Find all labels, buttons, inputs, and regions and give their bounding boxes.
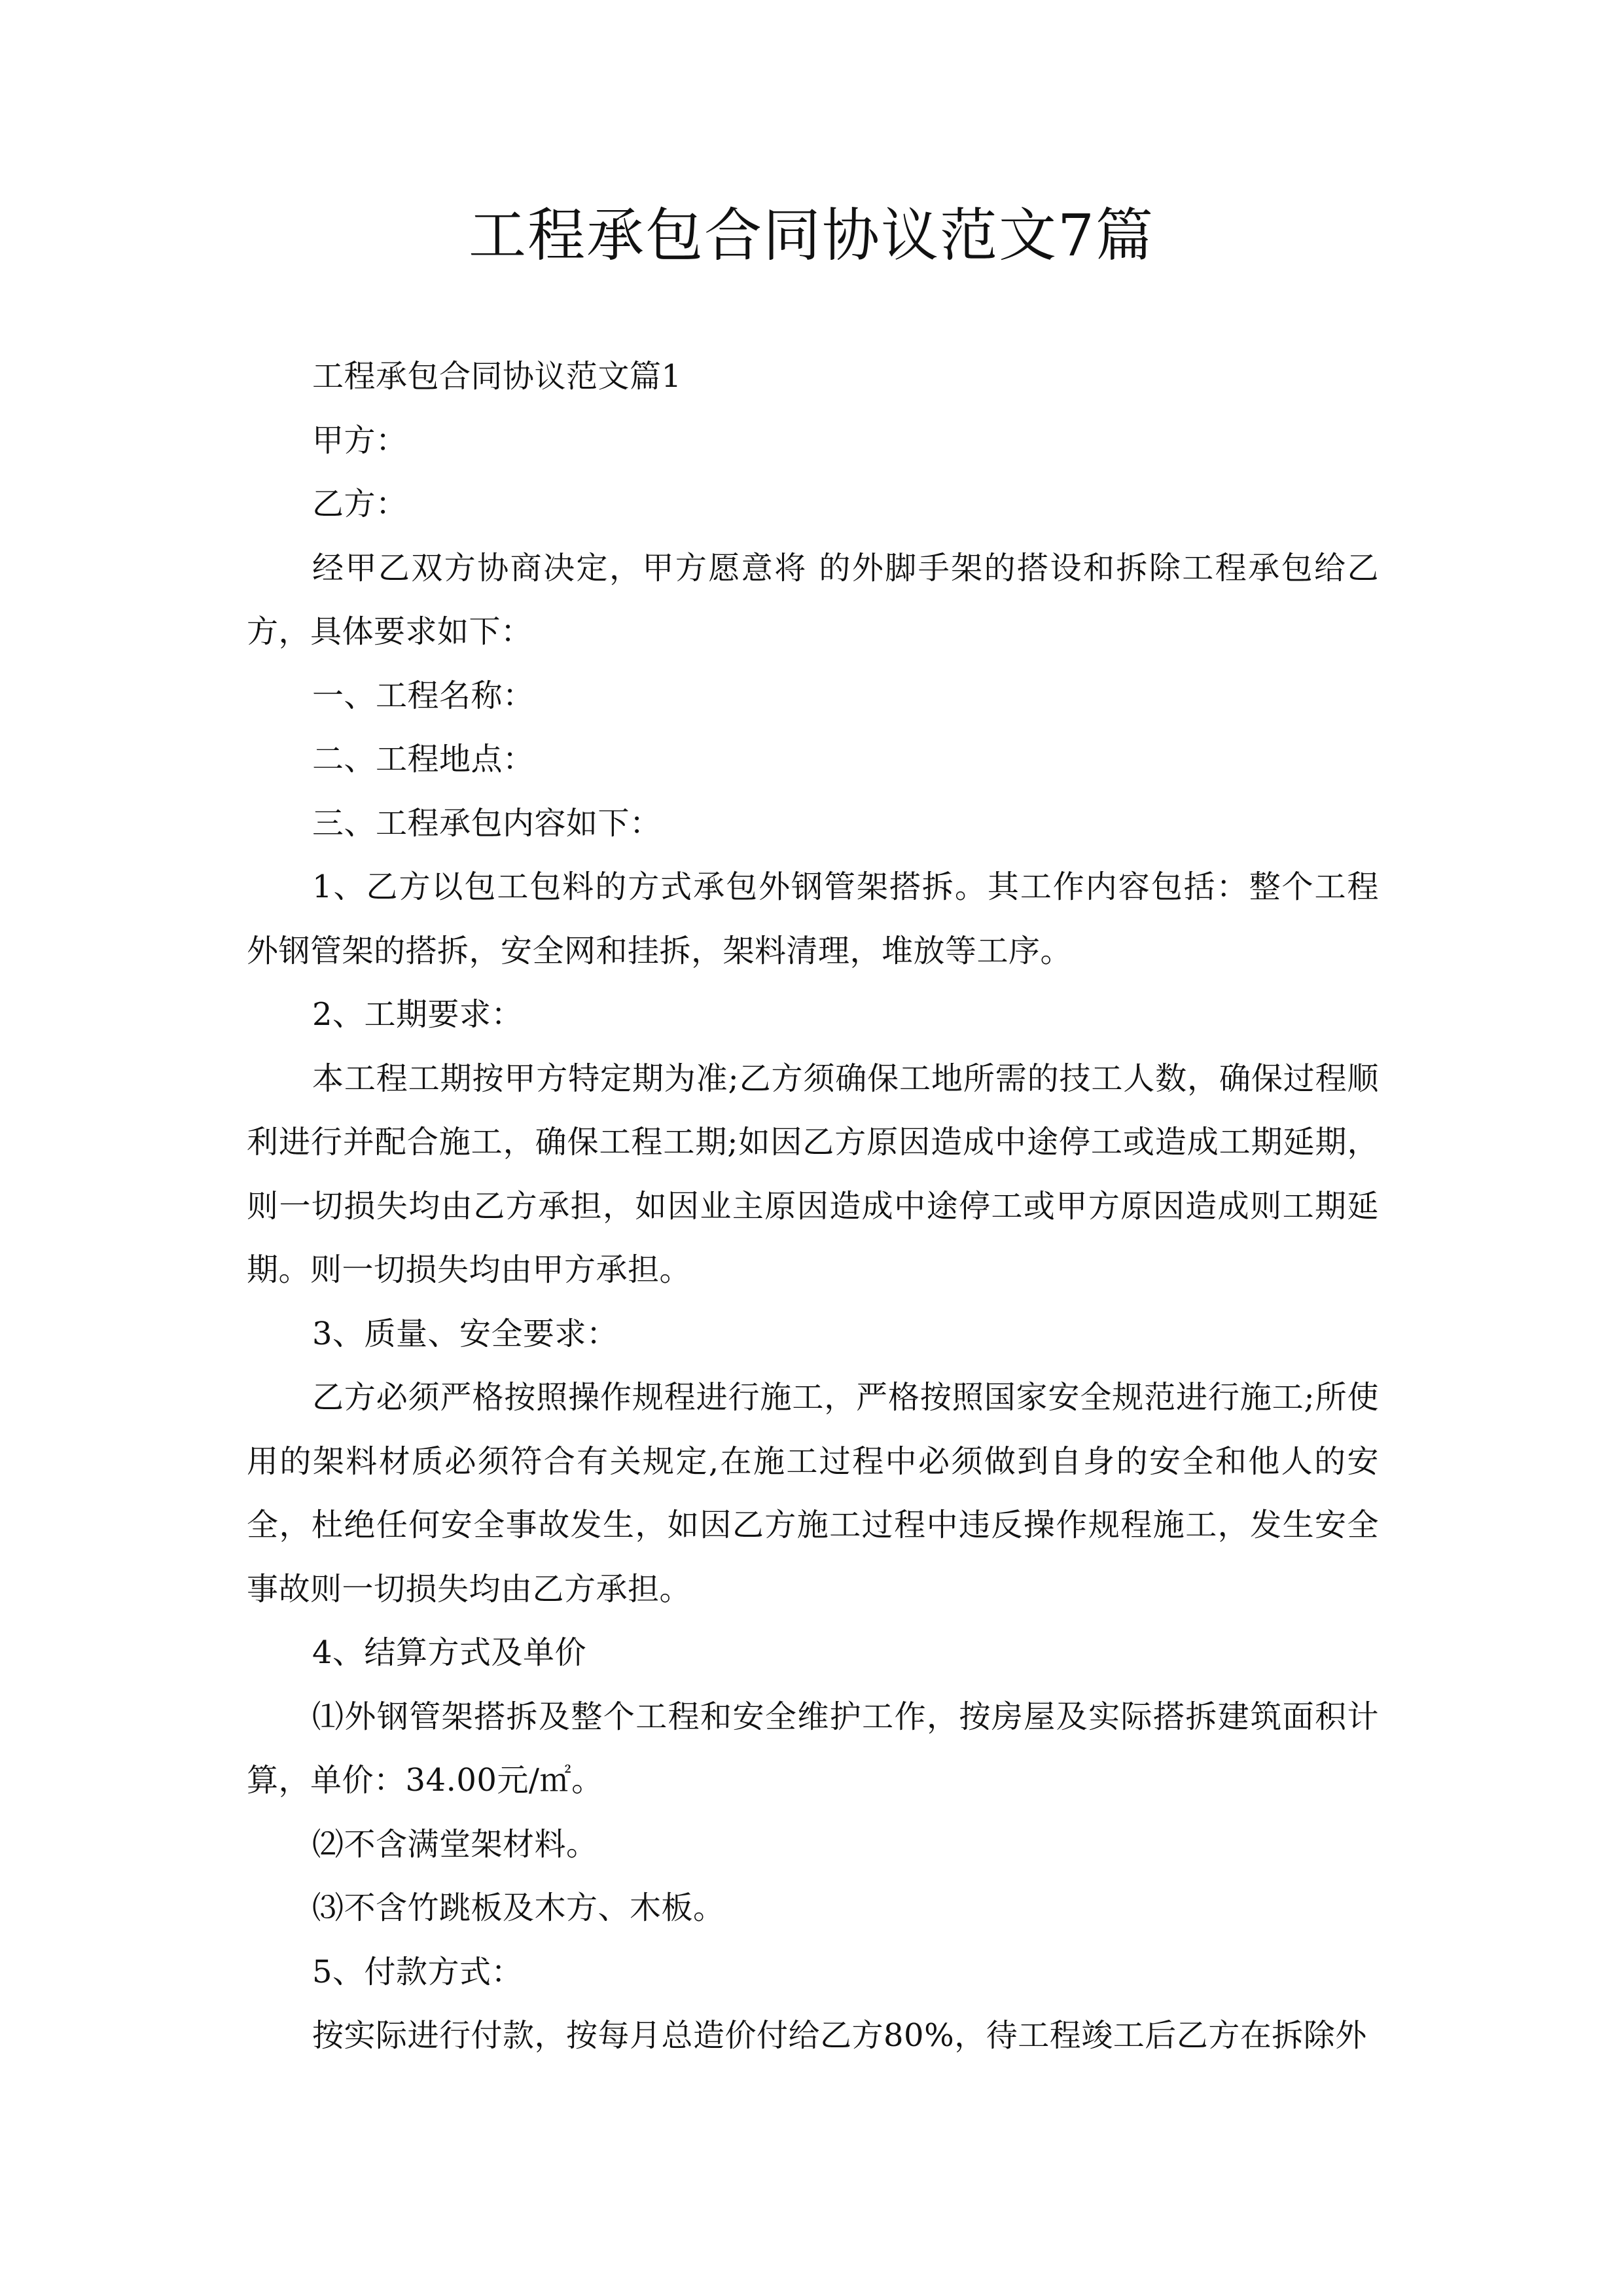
document-body bbox=[247, 345, 1379, 2068]
body-paragraph: 按实际进行付款，按每月总造价付给乙方80%，待工程竣工后乙方在拆除外 bbox=[312, 2017, 1367, 2054]
party-a-label: 甲方： bbox=[312, 422, 408, 459]
body-paragraph: 4、结算方式及单价 bbox=[312, 1634, 587, 1671]
body-paragraph: 乙方必须严格按照操作规程进行施工，严格按照国家安全规范进行施工;所使用的架料材质必须符合有关规定,在施工过程中必须做到自身的安全和他人的安全，杜绝任何安全事故发生，如因乙方施工过程中违反操作规程施工，发生安全事故则一切损失均由乙方承担。 bbox=[247, 1379, 1379, 1607]
party-b-label: 乙方： bbox=[312, 486, 408, 522]
body-paragraph: 二、工程地点： bbox=[312, 741, 535, 778]
body-paragraph: ⑴外钢管架搭拆及整个工程和安全维护工作，按房屋及实际搭拆建筑面积计算，单价：34.00元/㎡。 bbox=[247, 1698, 1379, 1799]
section-heading: 工程承包合同协议范文篇1 bbox=[312, 358, 682, 395]
body-paragraph: 本工程工期按甲方特定期为准;乙方须确保工地所需的技工人数，确保过程顺利进行并配合施工，确保工程工期;如因乙方原因造成中途停工或造成工期延期，则一切损失均由乙方承担，如因业主原因造成中途停工或甲方原因造成则工期延期。则一切损失均由甲方承担。 bbox=[247, 1060, 1379, 1288]
body-paragraph: 三、工程承包内容如下： bbox=[312, 804, 662, 842]
body-paragraph: ⑶不含竹跳板及木方、木板。 bbox=[312, 1890, 725, 1926]
body-paragraph: 经甲乙双方协商决定，甲方愿意将 的外脚手架的搭设和拆除工程承包给乙方，具体要求如下： bbox=[247, 549, 1379, 650]
body-paragraph: 5、付款方式： bbox=[312, 1953, 524, 1990]
body-paragraph: ⑵不含满堂架材料。 bbox=[312, 1825, 598, 1863]
body-paragraph: 一、工程名称： bbox=[312, 677, 535, 714]
document-title: 工程承包合同协议范文7篇 bbox=[469, 202, 1154, 269]
body-paragraph: 1、乙方以包工包料的方式承包外钢管架搭拆。其工作内容包括：整个工程外钢管架的搭拆，安全网和挂拆，架料清理，堆放等工序。 bbox=[247, 869, 1379, 969]
body-paragraph: 3、质量、安全要求： bbox=[312, 1315, 618, 1352]
body-paragraph: 2、工期要求： bbox=[312, 996, 524, 1033]
